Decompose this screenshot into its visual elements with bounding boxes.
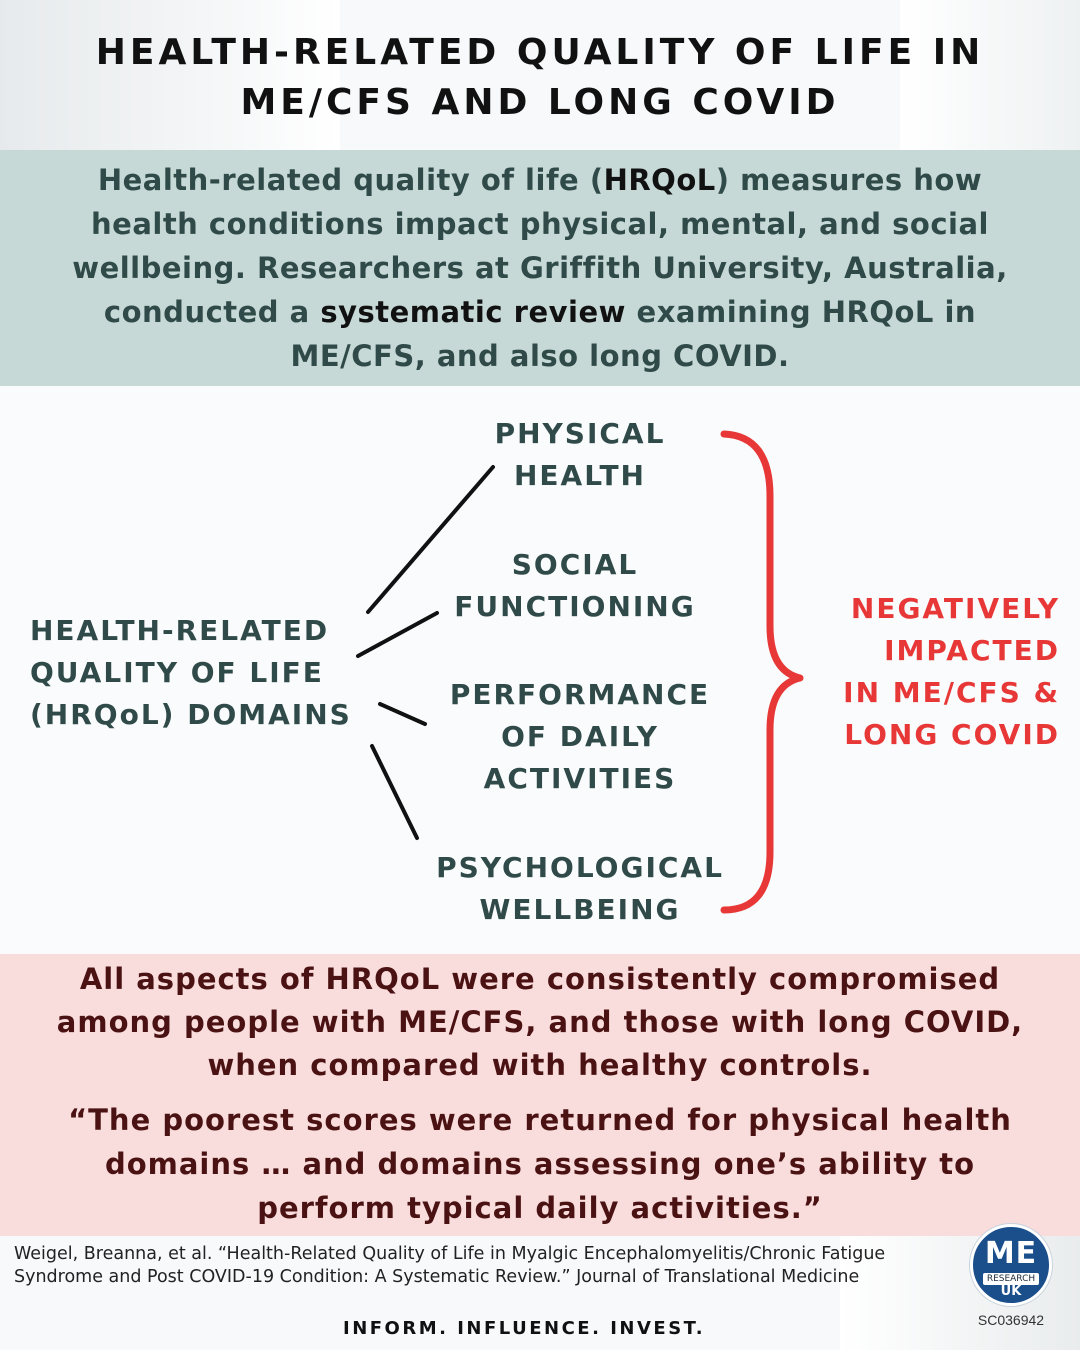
logo-uk-text: UK bbox=[1000, 1284, 1022, 1299]
hrqol-diagram bbox=[0, 386, 1080, 954]
impact-line-3: IN ME/CFS & bbox=[843, 676, 1060, 709]
hrqol-root-label bbox=[30, 610, 370, 736]
domain-social-line-1: SOCIAL bbox=[511, 548, 639, 581]
citation: Weigel, Breanna, et al. “Health-Related Quality of Life in Myalgic Encephalomyelitis/Chronic Fatigue Syndrome and Post COVID-19 Condition: A Systematic Review.” Journal of Translational Medicine bbox=[14, 1244, 886, 1287]
domain-psych-line-1: PSYCHOLOGICAL bbox=[436, 851, 724, 884]
intro-part-2: ) measures how health conditions impact physical, mental, and social wellbeing. Researchers at Griffith University, Australia, conducted a bbox=[72, 163, 1008, 329]
impact-brace bbox=[724, 434, 800, 910]
intro-part-1: Health-related quality of life ( bbox=[97, 163, 604, 197]
root-line-3: (HRQoL) DOMAINS bbox=[30, 698, 352, 731]
intro-part-3: examining HRQoL in ME/CFS, and also long COVID. bbox=[290, 295, 977, 373]
domain-physical-line-1: PHYSICAL bbox=[494, 417, 666, 450]
connector-performance bbox=[380, 704, 425, 724]
logo-me-text: ME bbox=[984, 1236, 1038, 1271]
domain-performance-line-2: OF DAILY bbox=[501, 720, 659, 753]
impact-label bbox=[810, 588, 1060, 756]
impact-line-4: LONG COVID bbox=[844, 718, 1060, 751]
domain-daily-activities bbox=[420, 674, 740, 800]
charity-number: SC036942 bbox=[977, 1312, 1045, 1328]
domain-social-functioning bbox=[420, 544, 730, 628]
domain-psych-line-2: WELLBEING bbox=[479, 893, 681, 926]
root-line-2: QUALITY OF LIFE bbox=[30, 656, 324, 689]
tagline: INFORM. INFLUENCE. INVEST. bbox=[343, 1318, 706, 1339]
connector-psychological bbox=[372, 746, 417, 838]
domain-social-line-2: FUNCTIONING bbox=[454, 590, 696, 623]
intro-text bbox=[40, 158, 1040, 378]
me-research-uk-logo bbox=[970, 1224, 1052, 1306]
domain-performance-line-1: PERFORMANCE bbox=[449, 678, 711, 711]
domain-physical-health bbox=[440, 413, 720, 497]
conclusion-text: All aspects of HRQoL were consistently compromised among people with ME/CFS, and those with long COVID, when compared with healthy controls. bbox=[56, 962, 1024, 1082]
root-line-1: HEALTH-RELATED bbox=[30, 614, 330, 647]
logo-research-text: RESEARCH bbox=[983, 1273, 1039, 1285]
intro-panel bbox=[0, 150, 1080, 386]
title-line-2: ME/CFS AND LONG COVID bbox=[240, 82, 840, 123]
study-quote: “The poorest scores were returned for physical health domains … and domains assessing one’s ability to perform typical daily activities.” bbox=[68, 1103, 1012, 1225]
impact-line-1: NEGATIVELY bbox=[850, 592, 1060, 625]
domain-physical-line-2: HEALTH bbox=[514, 459, 646, 492]
intro-emphasis: systematic review bbox=[320, 295, 626, 329]
domain-performance-line-3: ACTIVITIES bbox=[483, 762, 677, 795]
page-title bbox=[40, 28, 1040, 128]
domain-psychological-wellbeing bbox=[400, 847, 760, 931]
impact-line-2: IMPACTED bbox=[884, 634, 1060, 667]
conclusion-panel bbox=[0, 954, 1080, 1236]
intro-abbr: HRQoL bbox=[603, 163, 716, 197]
title-line-1: HEALTH-RELATED QUALITY OF LIFE IN bbox=[95, 32, 985, 73]
